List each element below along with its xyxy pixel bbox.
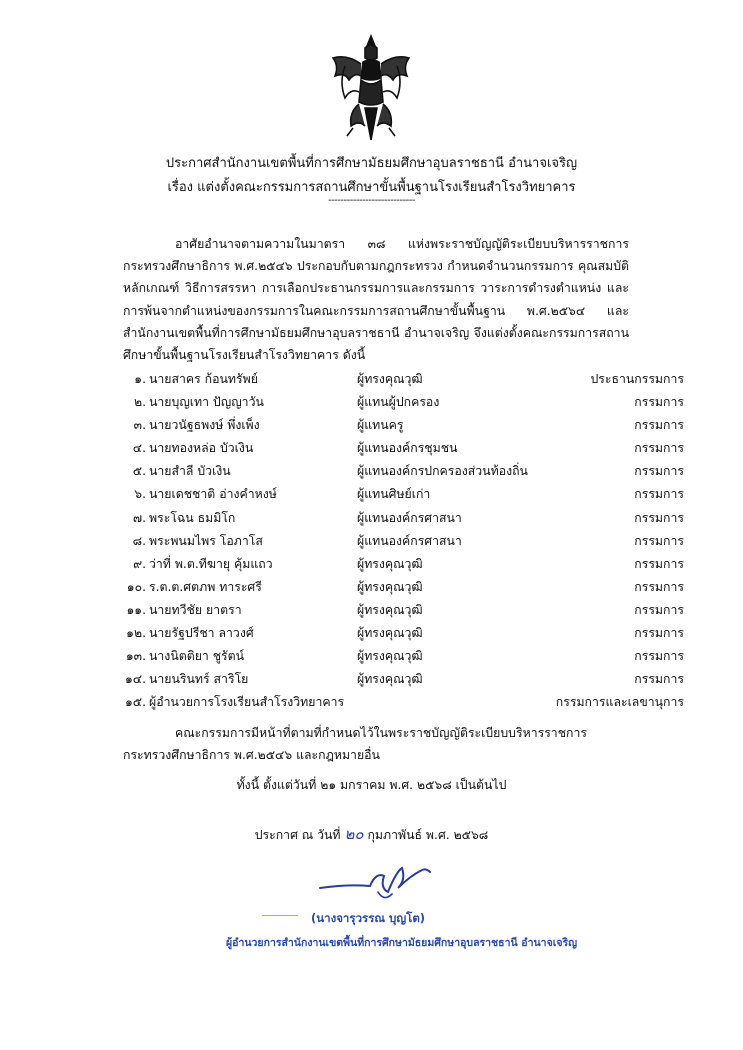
member-position: ผู้ทรงคุณวุฒิ <box>357 556 423 571</box>
member-position: ผู้แทนศิษย์เก่า <box>357 487 431 502</box>
member-role: กรรมการ <box>634 649 684 664</box>
member-number: ๑. <box>134 372 146 386</box>
intro-paragraph: อาศัยอำนาจตามความในมาตรา ๓๘ แห่งพระราชบัญญัติระเบียบบริหารราชการกระทรวงศึกษาธิการ พ.ศ.๒๕๔๖ ประกอบกับตามกฎกระทรวง กำหนดจำนวนกรรมการ คุณสมบัติ หลักเกณฑ์ วิธีการสรรหา การเลือกประธานกรรมการและกรรมการ วาระการดำรงตำแหน่ง และการพ้นจากตำแหน่งของกรรมการในคณะกรรมการสถานศึกษาขั้นพื้นฐาน พ.ศ.๒๕๖๔ และสำนักงานเขตพื้นที่การศึกษามัธยมศึกษาอุบลราชธานี อำนาจเจริญ จึงแต่งตั้งคณะกรรมการสถานศึกษาขั้นพื้นฐานโรงเรียนสำโรงวิทยาคาร ดังนี้ <box>123 237 629 363</box>
member-role: กรรมการ <box>634 579 684 594</box>
member-position: ผู้แทนองค์กรศาสนา <box>357 533 462 548</box>
member-role: ประธานกรรมการ <box>590 372 684 386</box>
signer-name: (นางจารุวรรณ บุญโต) <box>311 911 426 925</box>
member-name: ร.ต.ต.ศตภพ ทาระศรี <box>149 579 262 594</box>
member-name: นายสาคร ก้อนทรัพย์ <box>149 372 258 386</box>
member-number: ๑๒. <box>126 626 146 641</box>
member-role: กรรมการ <box>634 626 684 641</box>
list-item <box>0 555 743 578</box>
member-position: ผู้แทนองค์กรชุมชน <box>357 441 458 456</box>
member-name: พระโฉน ธมมิโก <box>149 510 236 525</box>
announce-suffix: กุมภาพันธ์ พ.ศ. ๒๕๖๘ <box>367 828 489 842</box>
effective-date: ทั้งนี้ ตั้งแต่วันที่ ๒๑ มกราคม พ.ศ. ๒๕๖๘ เป็นต้นไป <box>236 778 507 792</box>
member-position: ผู้แทนครู <box>357 418 404 433</box>
member-position: ผู้ทรงคุณวุฒิ <box>357 626 423 641</box>
member-position: ผู้ทรงคุณวุฒิ <box>357 649 423 664</box>
member-name: นายนรินทร์ สาริโย <box>149 672 249 687</box>
handwritten-signature <box>318 858 458 906</box>
handwritten-day: ๒๐ <box>344 825 364 843</box>
member-number: ๑๐. <box>126 579 146 594</box>
member-position: ผู้ทรงคุณวุฒิ <box>357 672 423 687</box>
member-name: ว่าที่ พ.ต.ทีฆายุ คุ้มแถว <box>149 556 273 571</box>
list-item <box>0 532 743 555</box>
title-separator: ---------------------------- <box>327 195 416 206</box>
member-name: นายสำลี บัวเงิน <box>149 464 231 479</box>
duties-paragraph <box>123 722 629 766</box>
member-number: ๘. <box>132 533 146 548</box>
member-position: ผู้แทนผู้ปกครอง <box>357 395 440 410</box>
duties-line-2: กระทรวงศึกษาธิการ พ.ศ.๒๕๔๖ และกฎหมายอื่น <box>123 748 380 763</box>
member-number: ๒. <box>133 395 146 410</box>
member-role: กรรมการ <box>634 556 684 571</box>
member-role: กรรมการ <box>634 395 684 410</box>
member-role: กรรมการ <box>634 602 684 617</box>
member-role: กรรมการ <box>634 441 684 456</box>
member-number: ๙. <box>133 556 146 571</box>
announcement-heading: ประกาศสำนักงานเขตพื้นที่การศึกษามัธยมศึกษาอุบลราชธานี อำนาจเจริญ <box>165 156 578 171</box>
duties-line-1: คณะกรรมการมีหน้าที่ตามที่กำหนดไว้ในพระราชบัญญัติระเบียบบริหารราชการ <box>175 726 588 740</box>
member-position: ผู้ทรงคุณวุฒิ <box>357 579 423 594</box>
member-name: นายทองหล่อ บัวเงิน <box>149 441 254 456</box>
list-item <box>0 624 743 647</box>
member-number: ๑๑. <box>126 602 146 617</box>
member-number: ๑๕. <box>125 695 147 710</box>
garuda-emblem <box>325 32 417 144</box>
list-item <box>0 393 743 416</box>
member-number: ๗. <box>132 510 146 525</box>
list-item <box>0 439 743 462</box>
member-name: นายวนัฐธพงษ์ พึ่งเพ็ง <box>149 418 260 433</box>
member-number: ๔. <box>132 441 146 456</box>
list-item <box>0 670 743 693</box>
member-number: ๖. <box>134 487 146 502</box>
signature-dash <box>262 915 298 916</box>
member-role: กรรมการ <box>634 487 684 502</box>
announce-date <box>0 822 743 846</box>
member-position: ผู้ทรงคุณวุฒิ <box>357 602 423 617</box>
list-item <box>0 509 743 532</box>
list-item <box>0 370 743 393</box>
member-name: นางนิตติยา ชูรัตน์ <box>149 649 245 664</box>
member-role: กรรมการ <box>634 510 684 525</box>
list-item <box>0 578 743 601</box>
member-role: กรรมการ <box>634 672 684 687</box>
member-list <box>0 370 743 716</box>
member-role: กรรมการ <box>634 533 684 548</box>
list-item <box>0 485 743 508</box>
member-role: กรรมการ <box>634 464 684 479</box>
member-number: ๓. <box>133 418 146 433</box>
member-position: ผู้แทนองค์กรปกครองส่วนท้องถิ่น <box>357 464 528 479</box>
member-name: นายรัฐปรีชา ลาวงศ์ <box>149 626 254 641</box>
list-item <box>0 462 743 485</box>
member-role: กรรมการ <box>634 418 684 433</box>
member-name: พระพนมไพร โอภาโส <box>149 533 263 548</box>
subject-line: เรื่อง แต่งตั้งคณะกรรมการสถานศึกษาขั้นพื้นฐานโรงเรียนสำโรงวิทยาคาร <box>167 180 576 195</box>
member-number: ๑๔. <box>125 672 147 687</box>
list-item <box>0 693 743 716</box>
list-item <box>0 601 743 624</box>
member-name: นายทวีชัย ยาตรา <box>149 602 242 617</box>
member-name: ผู้อำนวยการโรงเรียนสำโรงวิทยาคาร <box>149 695 345 710</box>
list-item <box>0 647 743 670</box>
member-position: ผู้ทรงคุณวุฒิ <box>357 372 423 386</box>
member-name: นายบุญเทา ปัญญาวัน <box>149 395 264 410</box>
member-number: ๕. <box>132 464 146 479</box>
signer-title: ผู้อำนวยการสำนักงานเขตพื้นที่การศึกษามัธยมศึกษาอุบลราชธานี อำนาจเจริญ <box>226 937 578 949</box>
member-number: ๑๓. <box>125 649 146 664</box>
member-role: กรรมการและเลขานุการ <box>555 695 684 710</box>
member-name: นายเดชชาติ อ่างคำหงษ์ <box>149 487 277 502</box>
member-position: ผู้แทนองค์กรศาสนา <box>357 510 462 525</box>
list-item <box>0 416 743 439</box>
announce-prefix: ประกาศ ณ วันที่ <box>254 828 341 842</box>
